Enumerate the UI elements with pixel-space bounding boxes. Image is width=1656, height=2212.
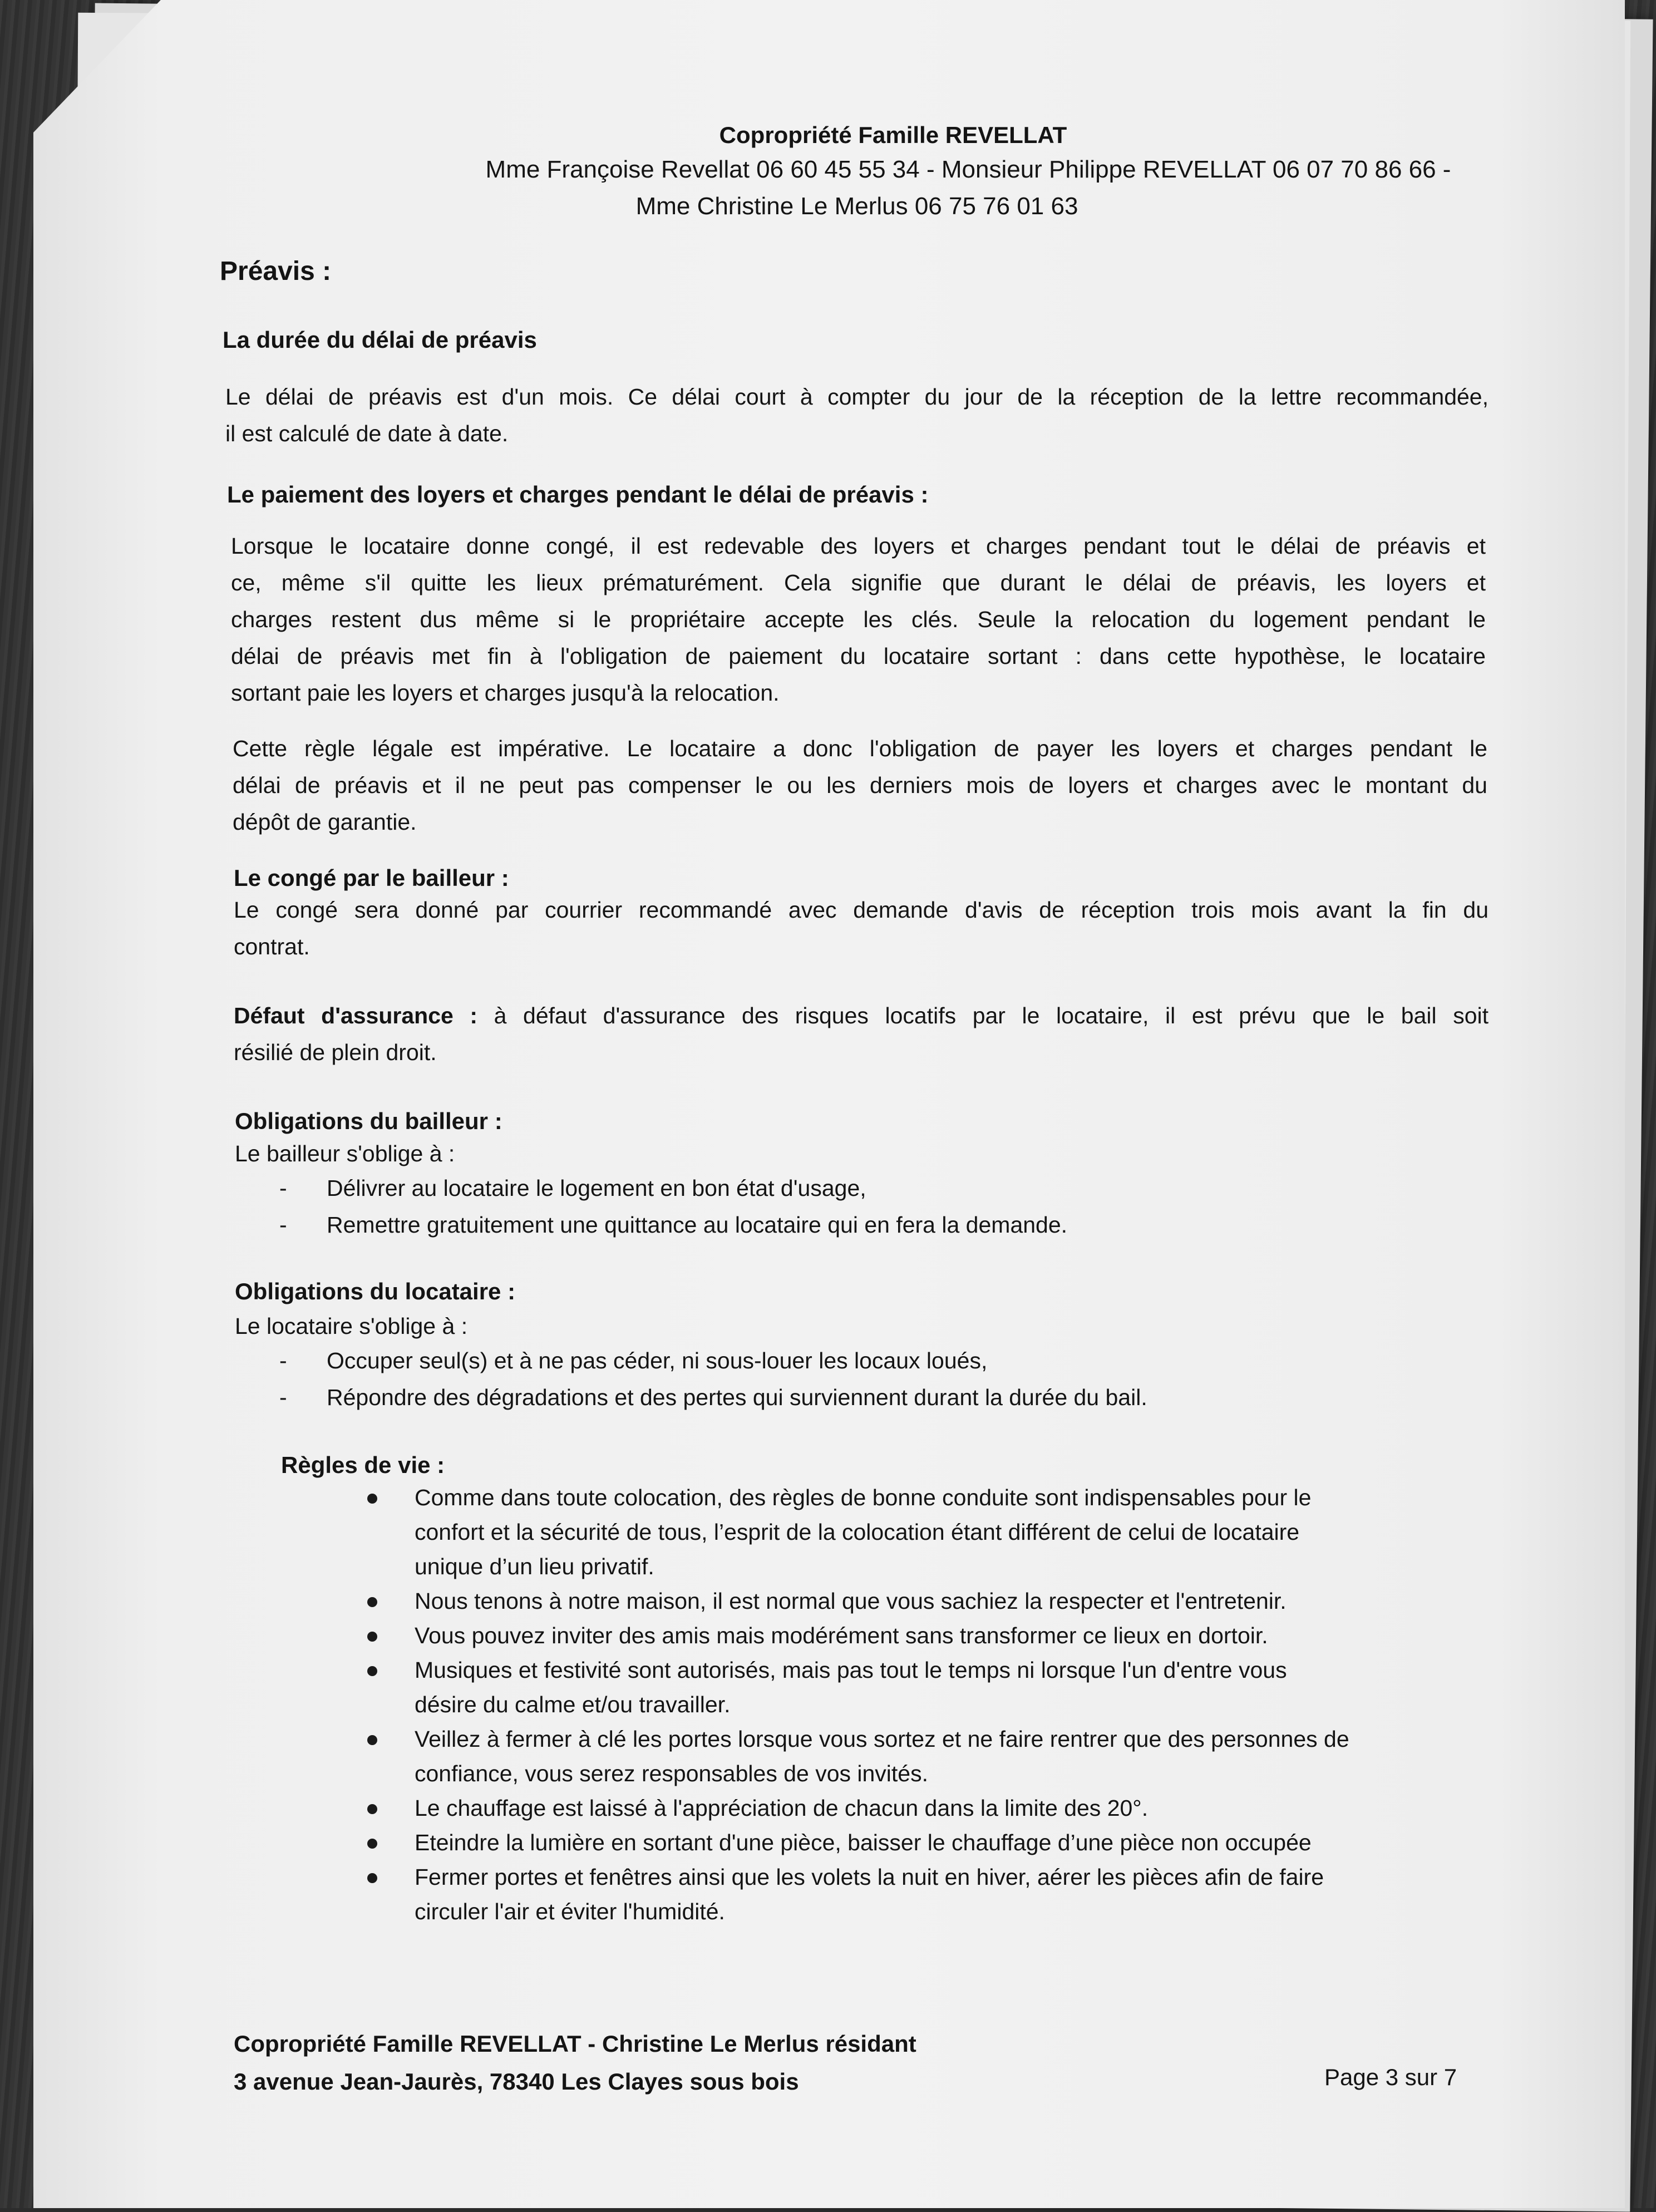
- paragraph-line: Le délai de préavis est d'un mois. Ce délai court à compter du jour de la réception de la lettre recommandée,: [225, 384, 1489, 410]
- list-item-line: Nous tenons à notre maison, il est normal que vous sachiez la respecter et l'entretenir.: [415, 1588, 1287, 1614]
- duree-paragraph: [225, 378, 1489, 452]
- list-item: - Occuper seul(s) et à ne pas céder, ni sous-louer les locaux loués,: [279, 1342, 1147, 1379]
- list-item-line: Vous pouvez inviter des amis mais modérément sans transformer ce lieux en dortoir.: [415, 1623, 1268, 1648]
- list-item: - Remettre gratuitement une quittance au locataire qui en fera la demande.: [279, 1206, 1067, 1243]
- paragraph-line: délai de préavis met fin à l'obligation de paiement du locataire sortant : dans cette hypothèse, le locataire: [231, 643, 1486, 669]
- paiement-paragraph: [231, 528, 1486, 711]
- paragraph-line: Le congé sera donné par courrier recommandé avec demande d'avis de réception trois mois avant la fin du: [234, 897, 1489, 923]
- list-item: [362, 1618, 1530, 1653]
- obligations-bailleur-heading: Obligations du bailleur :: [235, 1108, 502, 1134]
- regle-paragraph: [233, 730, 1487, 840]
- obligations-bailleur-intro: Le bailleur s'oblige à :: [235, 1141, 455, 1166]
- obligations-bailleur-list: [279, 1170, 1067, 1243]
- list-item: [362, 1860, 1530, 1929]
- list-item-line: désire du calme et/ou travailler.: [415, 1692, 731, 1717]
- assurance-paragraph: [234, 997, 1489, 1071]
- regles-vie-heading: Règles de vie :: [281, 1452, 445, 1478]
- obligations-locataire-heading: Obligations du locataire :: [235, 1278, 516, 1304]
- list-item-line: Le chauffage est laissé à l'appréciation de chacun dans la limite des 20°.: [415, 1795, 1149, 1821]
- assurance-text: à défaut d'assurance des risques locatifs par le locataire, il est prévu que le bail soit: [477, 1003, 1489, 1028]
- conge-paragraph: [234, 891, 1489, 965]
- footer-line1: Copropriété Famille REVELLAT - Christine Le Merlus résidant: [234, 2031, 916, 2057]
- obligations-locataire-list: [279, 1342, 1147, 1416]
- list-item: [362, 1722, 1530, 1791]
- paragraph-line: Cette règle légale est impérative. Le locataire a donc l'obligation de payer les loyers et charges pendant le: [233, 736, 1487, 761]
- obligations-locataire-intro: Le locataire s'oblige à :: [235, 1313, 468, 1339]
- preavis-heading: Préavis :: [220, 257, 332, 286]
- paiement-heading: Le paiement des loyers et charges pendant le délai de préavis :: [227, 481, 929, 508]
- assurance-label: Défaut d'assurance :: [234, 1003, 478, 1028]
- conge-heading: Le congé par le bailleur :: [234, 865, 509, 891]
- paragraph-line: contrat.: [234, 934, 310, 959]
- list-item: - Répondre des dégradations et des pertes qui surviennent durant la durée du bail.: [279, 1379, 1147, 1416]
- duree-heading: La durée du délai de préavis: [223, 327, 537, 353]
- list-item-line: confort et la sécurité de tous, l’esprit de la colocation étant différent de celui de locataire: [415, 1519, 1300, 1545]
- header-title: Copropriété Famille REVELLAT: [719, 122, 1067, 148]
- list-item-line: Fermer portes et fenêtres ainsi que les volets la nuit en hiver, aérer les pièces afin de faire: [415, 1864, 1324, 1890]
- list-item: [362, 1480, 1530, 1584]
- paragraph-line: il est calculé de date à date.: [225, 421, 509, 446]
- list-item: [362, 1791, 1530, 1825]
- paragraph-line: résilié de plein droit.: [234, 1040, 437, 1065]
- list-item: [362, 1653, 1530, 1722]
- list-item-line: Veillez à fermer à clé les portes lorsque vous sortez et ne faire rentrer que des personnes de: [415, 1726, 1349, 1752]
- paragraph-line: sortant paie les loyers et charges jusqu'à la relocation.: [231, 680, 780, 706]
- list-item: - Délivrer au locataire le logement en bon état d'usage,: [279, 1170, 1067, 1206]
- paragraph-line: Lorsque le locataire donne congé, il est redevable des loyers et charges pendant tout le délai de préavis et: [231, 533, 1486, 559]
- list-item: [362, 1825, 1530, 1860]
- list-item-line: circuler l'air et éviter l'humidité.: [415, 1899, 725, 1924]
- list-item: [362, 1584, 1530, 1618]
- list-item-line: unique d’un lieu privatif.: [415, 1554, 654, 1579]
- paragraph-line: dépôt de garantie.: [233, 809, 417, 835]
- list-item-line: Comme dans toute colocation, des règles de bonne conduite sont indispensables pour le: [415, 1485, 1312, 1510]
- list-item-line: Musiques et festivité sont autorisés, mais pas tout le temps ni lorsque l'un d'entre vous: [415, 1657, 1287, 1683]
- footer-line2: 3 avenue Jean-Jaurès, 78340 Les Clayes sous bois: [234, 2068, 799, 2095]
- paragraph-line: ce, même s'il quitte les lieux prématurément. Cela signifie que durant le délai de préavis, les loyers et: [231, 570, 1486, 595]
- regles-vie-list: [362, 1480, 1530, 1929]
- list-item-line: confiance, vous serez responsables de vos invités.: [415, 1761, 929, 1786]
- page-number: Page 3 sur 7: [1324, 2064, 1457, 2090]
- header-contacts-line2: Mme Christine Le Merlus 06 75 76 01 63: [635, 193, 1078, 220]
- header-contacts-line1: Mme Françoise Revellat 06 60 45 55 34 - Monsieur Philippe REVELLAT 06 07 70 86 66 -: [485, 156, 1451, 183]
- paragraph-line: délai de préavis et il ne peut pas compenser le ou les derniers mois de loyers et charges avec le montant du: [233, 772, 1487, 798]
- list-item-line: Eteindre la lumière en sortant d'une pièce, baisser le chauffage d’une pièce non occupée: [415, 1830, 1312, 1855]
- paragraph-line: [234, 997, 1489, 1034]
- paragraph-line: charges restent dus même si le propriétaire accepte les clés. Seule la relocation du logement pendant le: [231, 607, 1486, 632]
